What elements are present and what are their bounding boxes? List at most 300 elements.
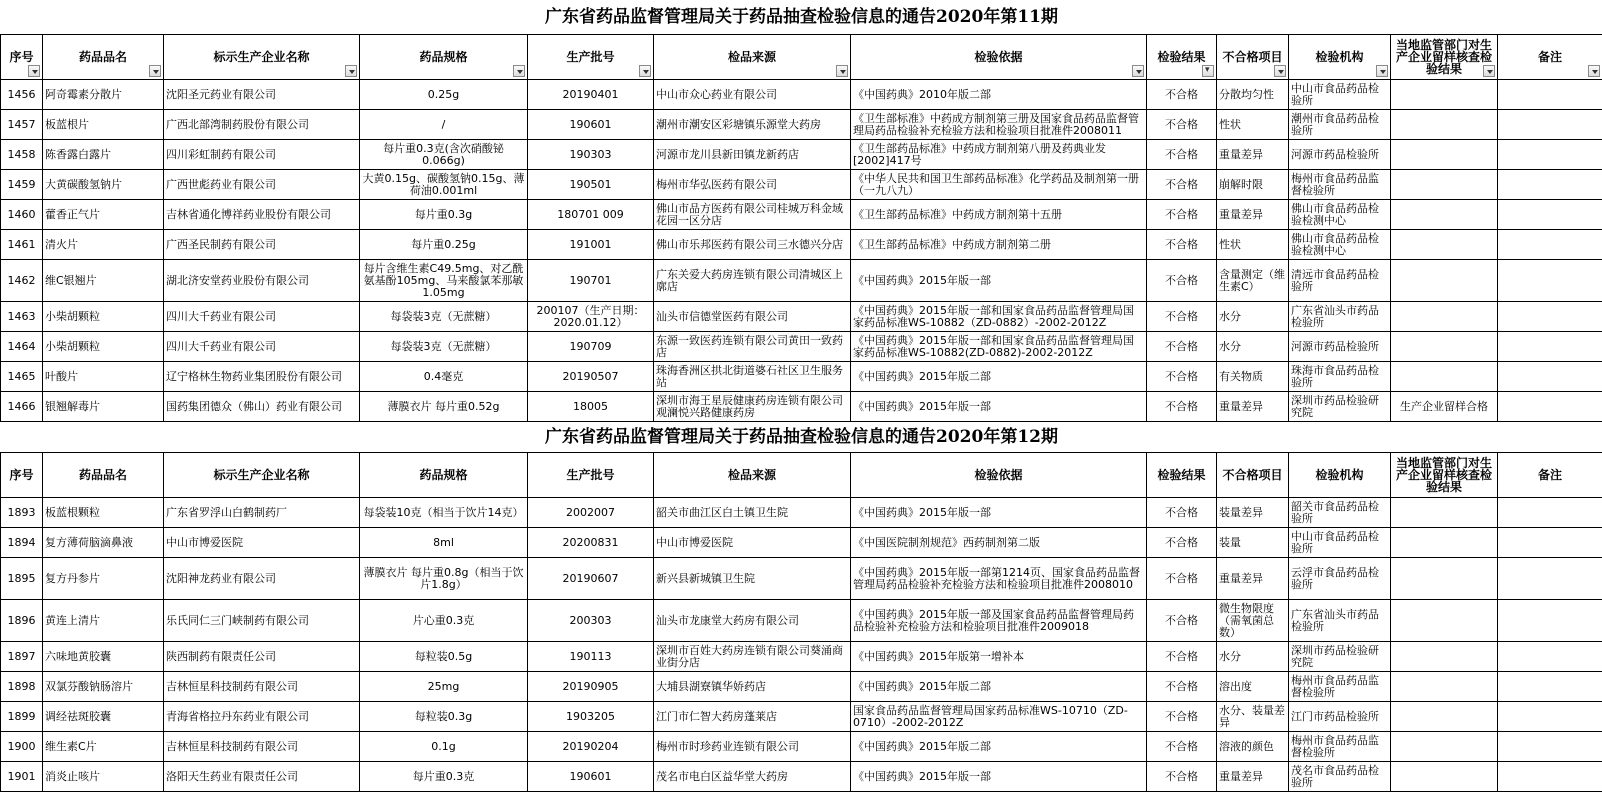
header-label: 药品规格 xyxy=(419,468,468,482)
cell-test-basis[interactable]: 《中华人民共和国卫生部药品标准》化学药品及制剂第一册（一九八九） xyxy=(851,170,1147,200)
cell-drug-name[interactable]: 清火片 xyxy=(43,230,164,260)
cell-seq[interactable]: 1463 xyxy=(1,302,43,332)
cell-sample-source[interactable]: 广东关爱大药房连锁有限公司清城区上廓店 xyxy=(654,260,851,302)
cell-failed-item[interactable]: 崩解时限 xyxy=(1217,170,1289,200)
cell-batch[interactable]: 190701 xyxy=(528,260,654,302)
cell-failed-item[interactable]: 装量差异 xyxy=(1217,498,1289,528)
filter-dropdown-icon[interactable] xyxy=(1588,65,1600,77)
cell-result[interactable]: 不合格 xyxy=(1147,642,1217,672)
cell-test-basis[interactable]: 《卫生部药品标准》中药成方制剂第二册 xyxy=(851,230,1147,260)
filter-dropdown-icon[interactable] xyxy=(639,65,651,77)
cell-test-basis[interactable]: 《中国药典》2015年版一部和国家食品药品监督管理局国家药品标准WS-10882(ZD-0882)-2002-2012Z xyxy=(851,332,1147,362)
filter-dropdown-icon[interactable] xyxy=(1483,65,1495,77)
header-label: 检验机构 xyxy=(1315,468,1364,482)
cell-result[interactable]: 不合格 xyxy=(1147,230,1217,260)
cell-drug-name[interactable]: 复方丹参片 xyxy=(43,558,164,600)
cell-test-basis[interactable]: 《中国药典》2015年版一部 xyxy=(851,762,1147,792)
cell-recheck-result[interactable] xyxy=(1391,642,1498,672)
cell-remark[interactable] xyxy=(1498,260,1602,302)
cell-seq[interactable]: 1901 xyxy=(1,762,43,792)
cell-manufacturer[interactable]: 陕西制药有限责任公司 xyxy=(164,642,360,672)
cell-result[interactable]: 不合格 xyxy=(1147,672,1217,702)
cell-drug-name[interactable]: 阿奇霉素分散片 xyxy=(43,80,164,110)
cell-sample-source[interactable]: 江门市仁智大药房蓬莱店 xyxy=(654,702,851,732)
cell-remark[interactable] xyxy=(1498,528,1602,558)
cell-batch[interactable]: 200107（生产日期：2020.01.12） xyxy=(528,302,654,332)
filter-dropdown-icon[interactable] xyxy=(149,65,161,77)
cell-recheck-result[interactable] xyxy=(1391,702,1498,732)
cell-failed-item[interactable]: 有关物质 xyxy=(1217,362,1289,392)
cell-remark[interactable] xyxy=(1498,302,1602,332)
filter-dropdown-icon[interactable] xyxy=(1274,65,1286,77)
cell-failed-item[interactable]: 水分 xyxy=(1217,332,1289,362)
cell-seq[interactable]: 1459 xyxy=(1,170,43,200)
cell-recheck-result[interactable] xyxy=(1391,672,1498,702)
table-row xyxy=(1,140,1602,170)
cell-drug-name[interactable]: 小柴胡颗粒 xyxy=(43,332,164,362)
table-row xyxy=(1,762,1602,792)
cell-seq[interactable]: 1464 xyxy=(1,332,43,362)
cell-test-agency[interactable]: 中山市食品药品检验所 xyxy=(1289,528,1391,558)
cell-spec[interactable]: 每粒装0.3g xyxy=(360,702,528,732)
filter-dropdown-icon[interactable] xyxy=(836,65,848,77)
header-result xyxy=(1147,35,1217,80)
cell-test-agency[interactable]: 梅州市食品药品监督检验所 xyxy=(1289,672,1391,702)
cell-remark[interactable] xyxy=(1498,110,1602,140)
cell-spec[interactable]: 每片重0.3g xyxy=(360,200,528,230)
filter-dropdown-icon[interactable] xyxy=(28,65,40,77)
cell-batch[interactable]: 2002007 xyxy=(528,498,654,528)
header-label: 生产批号 xyxy=(566,50,615,64)
cell-spec[interactable]: 0.1g xyxy=(360,732,528,762)
cell-sample-source[interactable]: 新兴县新城镇卫生院 xyxy=(654,558,851,600)
cell-test-agency[interactable]: 江门市药品检验所 xyxy=(1289,702,1391,732)
cell-test-agency[interactable]: 广东省汕头市药品检验所 xyxy=(1289,302,1391,332)
cell-result[interactable]: 不合格 xyxy=(1147,332,1217,362)
cell-seq[interactable]: 1898 xyxy=(1,672,43,702)
cell-manufacturer[interactable]: 广东省罗浮山白鹤制药厂 xyxy=(164,498,360,528)
cell-seq[interactable]: 1896 xyxy=(1,600,43,642)
table-row xyxy=(1,642,1602,672)
cell-batch[interactable]: 20200831 xyxy=(528,528,654,558)
cell-seq[interactable]: 1893 xyxy=(1,498,43,528)
cell-batch[interactable]: 20190905 xyxy=(528,672,654,702)
cell-spec[interactable]: 每片重0.3克 xyxy=(360,762,528,792)
cell-spec[interactable]: 片心重0.3克 xyxy=(360,600,528,642)
cell-spec[interactable]: 25mg xyxy=(360,672,528,702)
cell-test-agency[interactable]: 佛山市食品药品检验检测中心 xyxy=(1289,200,1391,230)
cell-batch[interactable]: 191001 xyxy=(528,230,654,260)
cell-failed-item[interactable]: 性状 xyxy=(1217,230,1289,260)
cell-manufacturer[interactable]: 广西北部湾制药股份有限公司 xyxy=(164,110,360,140)
cell-sample-source[interactable]: 汕头市龙康堂大药房有限公司 xyxy=(654,600,851,642)
header-test-basis xyxy=(851,35,1147,80)
cell-manufacturer[interactable]: 四川彩虹制药有限公司 xyxy=(164,140,360,170)
cell-seq[interactable]: 1894 xyxy=(1,528,43,558)
cell-manufacturer[interactable]: 四川大千药业有限公司 xyxy=(164,302,360,332)
cell-remark[interactable] xyxy=(1498,762,1602,792)
header-label: 检验依据 xyxy=(974,468,1023,482)
cell-sample-source[interactable]: 珠海香洲区拱北街道婆石社区卫生服务站 xyxy=(654,362,851,392)
cell-manufacturer[interactable]: 乐氏同仁三门峡制药有限公司 xyxy=(164,600,360,642)
cell-spec[interactable]: 每片含维生素C49.5mg、对乙酰氨基酚105mg、马来酸氯苯那敏1.05mg xyxy=(360,260,528,302)
cell-remark[interactable] xyxy=(1498,732,1602,762)
cell-recheck-result[interactable] xyxy=(1391,528,1498,558)
cell-failed-item[interactable]: 装量 xyxy=(1217,528,1289,558)
table-row xyxy=(1,392,1602,422)
filter-dropdown-icon[interactable] xyxy=(1202,65,1214,77)
cell-drug-name[interactable]: 六味地黄胶囊 xyxy=(43,642,164,672)
cell-failed-item[interactable]: 微生物限度（需氧菌总数） xyxy=(1217,600,1289,642)
cell-sample-source[interactable]: 中山市众心药业有限公司 xyxy=(654,80,851,110)
cell-drug-name[interactable]: 银翘解毒片 xyxy=(43,392,164,422)
cell-batch[interactable]: 20190401 xyxy=(528,80,654,110)
cell-sample-source[interactable]: 茂名市电白区益华堂大药房 xyxy=(654,762,851,792)
cell-spec[interactable]: 0.4毫克 xyxy=(360,362,528,392)
cell-batch[interactable]: 200303 xyxy=(528,600,654,642)
cell-drug-name[interactable]: 复方薄荷脑滴鼻液 xyxy=(43,528,164,558)
notice-title: 广东省药品监督管理局关于药品抽查检验信息的通告2020年第11期 xyxy=(1,0,1602,35)
cell-seq[interactable]: 1457 xyxy=(1,110,43,140)
header-label: 生产批号 xyxy=(566,468,615,482)
cell-sample-source[interactable]: 佛山市品方医药有限公司桂城万科金域花园一区分店 xyxy=(654,200,851,230)
header-label: 检验结果 xyxy=(1157,50,1206,64)
cell-manufacturer[interactable]: 广西世彪药业有限公司 xyxy=(164,170,360,200)
table-row xyxy=(1,200,1602,230)
header-remark xyxy=(1498,453,1602,498)
cell-batch[interactable]: 190303 xyxy=(528,140,654,170)
cell-remark[interactable] xyxy=(1498,170,1602,200)
header-batch xyxy=(528,35,654,80)
cell-recheck-result[interactable] xyxy=(1391,558,1498,600)
table-row xyxy=(1,80,1602,110)
cell-manufacturer[interactable]: 青海省格拉丹东药业有限公司 xyxy=(164,702,360,732)
cell-failed-item[interactable]: 重量差异 xyxy=(1217,558,1289,600)
cell-spec[interactable]: 薄膜衣片 每片重0.52g xyxy=(360,392,528,422)
cell-test-agency[interactable]: 清远市食品药品检验所 xyxy=(1289,260,1391,302)
cell-sample-source[interactable]: 汕头市信德堂医药有限公司 xyxy=(654,302,851,332)
cell-recheck-result[interactable] xyxy=(1391,170,1498,200)
cell-test-basis[interactable]: 《卫生部药品标准》中药成方制剂第八册及药典业发[2002]417号 xyxy=(851,140,1147,170)
cell-result[interactable]: 不合格 xyxy=(1147,762,1217,792)
cell-manufacturer[interactable]: 吉林恒星科技制药有限公司 xyxy=(164,672,360,702)
table-row xyxy=(1,732,1602,762)
header-label: 不合格项目 xyxy=(1222,468,1283,482)
cell-test-basis[interactable]: 《中国药典》2015年版二部 xyxy=(851,362,1147,392)
cell-test-basis[interactable]: 《卫生部药品标准》中药成方制剂第十五册 xyxy=(851,200,1147,230)
cell-remark[interactable] xyxy=(1498,498,1602,528)
cell-test-agency[interactable]: 珠海市食品药品检验所 xyxy=(1289,362,1391,392)
cell-recheck-result[interactable] xyxy=(1391,230,1498,260)
cell-result[interactable]: 不合格 xyxy=(1147,362,1217,392)
cell-test-basis[interactable]: 《中国药典》2010年版二部 xyxy=(851,80,1147,110)
cell-drug-name[interactable]: 大黄碳酸氢钠片 xyxy=(43,170,164,200)
table-row xyxy=(1,260,1602,302)
cell-sample-source[interactable]: 大埔县湖寮镇华娇药店 xyxy=(654,672,851,702)
cell-drug-name[interactable]: 叶酸片 xyxy=(43,362,164,392)
filter-dropdown-icon[interactable] xyxy=(513,65,525,77)
header-seq xyxy=(1,35,43,80)
cell-remark[interactable] xyxy=(1498,600,1602,642)
header-drug-name xyxy=(43,35,164,80)
cell-remark[interactable] xyxy=(1498,362,1602,392)
cell-failed-item[interactable]: 水分 xyxy=(1217,302,1289,332)
cell-test-agency[interactable]: 茂名市食品药品检验所 xyxy=(1289,762,1391,792)
cell-seq[interactable]: 1895 xyxy=(1,558,43,600)
cell-drug-name[interactable]: 黄连上清片 xyxy=(43,600,164,642)
cell-drug-name[interactable]: 维生素C片 xyxy=(43,732,164,762)
cell-batch[interactable]: 190601 xyxy=(528,110,654,140)
cell-test-basis[interactable]: 《中国药典》2015年版一部 xyxy=(851,392,1147,422)
cell-drug-name[interactable]: 调经祛斑胶囊 xyxy=(43,702,164,732)
table-row xyxy=(1,230,1602,260)
cell-failed-item[interactable]: 溶出度 xyxy=(1217,672,1289,702)
cell-seq[interactable]: 1460 xyxy=(1,200,43,230)
cell-manufacturer[interactable]: 四川大千药业有限公司 xyxy=(164,332,360,362)
section1-title-row xyxy=(1,0,1602,35)
cell-batch[interactable]: 20190607 xyxy=(528,558,654,600)
header-failed-item xyxy=(1217,453,1289,498)
cell-recheck-result[interactable] xyxy=(1391,362,1498,392)
cell-seq[interactable]: 1899 xyxy=(1,702,43,732)
cell-manufacturer[interactable]: 沈阳圣元药业有限公司 xyxy=(164,80,360,110)
cell-result[interactable]: 不合格 xyxy=(1147,392,1217,422)
cell-spec[interactable]: 每袋装10克（相当于饮片14克） xyxy=(360,498,528,528)
cell-sample-source[interactable]: 东源一致医药连锁有限公司黄田一致药店 xyxy=(654,332,851,362)
cell-test-agency[interactable]: 深圳市药品检验研究院 xyxy=(1289,392,1391,422)
header-label: 药品品名 xyxy=(78,50,127,64)
cell-test-agency[interactable]: 河源市药品检验所 xyxy=(1289,140,1391,170)
table-row xyxy=(1,170,1602,200)
cell-failed-item[interactable]: 性状 xyxy=(1217,110,1289,140)
table-row xyxy=(1,332,1602,362)
header-manufacturer xyxy=(164,453,360,498)
table-row xyxy=(1,498,1602,528)
filter-dropdown-icon[interactable] xyxy=(1376,65,1388,77)
cell-result[interactable]: 不合格 xyxy=(1147,200,1217,230)
cell-recheck-result[interactable] xyxy=(1391,762,1498,792)
cell-test-agency[interactable]: 河源市药品检验所 xyxy=(1289,332,1391,362)
cell-spec[interactable]: 每片重0.3克(含次硝酸铋0.066g) xyxy=(360,140,528,170)
cell-batch[interactable]: 190501 xyxy=(528,170,654,200)
cell-drug-name[interactable]: 藿香正气片 xyxy=(43,200,164,230)
cell-result[interactable]: 不合格 xyxy=(1147,600,1217,642)
cell-remark[interactable] xyxy=(1498,672,1602,702)
cell-batch[interactable]: 18005 xyxy=(528,392,654,422)
cell-recheck-result[interactable] xyxy=(1391,200,1498,230)
cell-test-agency[interactable]: 中山市食品药品检验所 xyxy=(1289,80,1391,110)
cell-remark[interactable] xyxy=(1498,558,1602,600)
cell-manufacturer[interactable]: 洛阳天生药业有限责任公司 xyxy=(164,762,360,792)
cell-manufacturer[interactable]: 湖北济安堂药业股份有限公司 xyxy=(164,260,360,302)
cell-spec[interactable]: 每粒装0.5g xyxy=(360,642,528,672)
cell-recheck-result[interactable] xyxy=(1391,332,1498,362)
cell-sample-source[interactable]: 深圳市百姓大药房连锁有限公司葵涌商业街分店 xyxy=(654,642,851,672)
cell-seq[interactable]: 1456 xyxy=(1,80,43,110)
cell-manufacturer[interactable]: 中山市博爱医院 xyxy=(164,528,360,558)
cell-failed-item[interactable]: 重量差异 xyxy=(1217,392,1289,422)
cell-drug-name[interactable]: 双氯芬酸钠肠溶片 xyxy=(43,672,164,702)
cell-remark[interactable] xyxy=(1498,230,1602,260)
cell-test-basis[interactable]: 《中国药典》2015年版一部第1214页、国家食品药品监督管理局药品检验补充检验方法和检验项目批准件2008010 xyxy=(851,558,1147,600)
table-row xyxy=(1,302,1602,332)
cell-failed-item[interactable]: 重量差异 xyxy=(1217,762,1289,792)
cell-manufacturer[interactable]: 吉林恒星科技制药有限公司 xyxy=(164,732,360,762)
cell-sample-source[interactable]: 中山市博爱医院 xyxy=(654,528,851,558)
cell-drug-name[interactable]: 陈香露白露片 xyxy=(43,140,164,170)
cell-sample-source[interactable]: 深圳市海王星辰健康药房连锁有限公司观澜悦兴路健康药房 xyxy=(654,392,851,422)
cell-remark[interactable] xyxy=(1498,702,1602,732)
section1-header-row xyxy=(1,35,1602,80)
cell-result[interactable]: 不合格 xyxy=(1147,110,1217,140)
cell-seq[interactable]: 1897 xyxy=(1,642,43,672)
header-label: 当地监管部门对生产企业留样核查检验结果 xyxy=(1395,38,1492,76)
cell-test-basis[interactable]: 《中国药典》2015年版二部 xyxy=(851,732,1147,762)
cell-remark[interactable] xyxy=(1498,332,1602,362)
cell-drug-name[interactable]: 板蓝根片 xyxy=(43,110,164,140)
cell-test-basis[interactable]: 《卫生部标准》中药成方制剂第三册及国家食品药品监督管理局药品检验补充检验方法和检验项目批准件2008011 xyxy=(851,110,1147,140)
table-row xyxy=(1,558,1602,600)
cell-result[interactable]: 不合格 xyxy=(1147,732,1217,762)
notice-title: 广东省药品监督管理局关于药品抽查检验信息的通告2020年第12期 xyxy=(1,422,1602,453)
cell-batch[interactable]: 190113 xyxy=(528,642,654,672)
header-remark xyxy=(1498,35,1602,80)
cell-drug-name[interactable]: 消炎止咳片 xyxy=(43,762,164,792)
section2-header-row xyxy=(1,453,1602,498)
cell-failed-item[interactable]: 溶液的颜色 xyxy=(1217,732,1289,762)
cell-remark[interactable] xyxy=(1498,642,1602,672)
cell-recheck-result[interactable] xyxy=(1391,498,1498,528)
cell-recheck-result[interactable] xyxy=(1391,302,1498,332)
cell-seq[interactable]: 1900 xyxy=(1,732,43,762)
cell-sample-source[interactable]: 佛山市乐邦医药有限公司三水德兴分店 xyxy=(654,230,851,260)
cell-test-basis[interactable]: 国家食品药品监督管理局国家药品标准WS-10710（ZD-0710）-2002-2012Z xyxy=(851,702,1147,732)
cell-recheck-result[interactable] xyxy=(1391,732,1498,762)
cell-recheck-result[interactable] xyxy=(1391,110,1498,140)
cell-result[interactable]: 不合格 xyxy=(1147,260,1217,302)
header-spec xyxy=(360,453,528,498)
header-label: 序号 xyxy=(9,468,34,482)
cell-test-agency[interactable]: 深圳市药品检验研究院 xyxy=(1289,642,1391,672)
cell-drug-name[interactable]: 维C银翘片 xyxy=(43,260,164,302)
cell-result[interactable]: 不合格 xyxy=(1147,80,1217,110)
cell-spec[interactable]: 薄膜衣片 每片重0.8g（相当于饮片1.8g） xyxy=(360,558,528,600)
cell-test-basis[interactable]: 《中国药典》2015年版第一增补本 xyxy=(851,642,1147,672)
cell-batch[interactable]: 190601 xyxy=(528,762,654,792)
cell-spec[interactable]: 大黄0.15g、碳酸氢钠0.15g、薄荷油0.001ml xyxy=(360,170,528,200)
cell-result[interactable]: 不合格 xyxy=(1147,140,1217,170)
cell-test-agency[interactable]: 广东省汕头市药品检验所 xyxy=(1289,600,1391,642)
cell-sample-source[interactable]: 潮州市潮安区彩塘镇乐源堂大药房 xyxy=(654,110,851,140)
cell-result[interactable]: 不合格 xyxy=(1147,498,1217,528)
header-sample-source xyxy=(654,453,851,498)
cell-batch[interactable]: 190709 xyxy=(528,332,654,362)
cell-spec[interactable]: 8ml xyxy=(360,528,528,558)
header-drug-name xyxy=(43,453,164,498)
header-label: 标示生产企业名称 xyxy=(213,468,310,482)
header-label: 检品来源 xyxy=(727,468,776,482)
cell-test-agency[interactable]: 梅州市食品药品监督检验所 xyxy=(1289,732,1391,762)
cell-result[interactable]: 不合格 xyxy=(1147,302,1217,332)
cell-spec[interactable]: 每片重0.25g xyxy=(360,230,528,260)
cell-batch[interactable]: 20190507 xyxy=(528,362,654,392)
header-test-basis xyxy=(851,453,1147,498)
cell-drug-name[interactable]: 板蓝根颗粒 xyxy=(43,498,164,528)
cell-sample-source[interactable]: 梅州市时珍药业连锁有限公司 xyxy=(654,732,851,762)
cell-test-agency[interactable]: 云浮市食品药品检验所 xyxy=(1289,558,1391,600)
cell-test-basis[interactable]: 《中国药典》2015年版一部及国家食品药品监督管理局药品检验补充检验方法和检验项目批准件2009018 xyxy=(851,600,1147,642)
cell-drug-name[interactable]: 小柴胡颗粒 xyxy=(43,302,164,332)
cell-spec[interactable]: / xyxy=(360,110,528,140)
cell-seq[interactable]: 1462 xyxy=(1,260,43,302)
cell-manufacturer[interactable]: 吉林省通化博祥药业股份有限公司 xyxy=(164,200,360,230)
cell-remark[interactable] xyxy=(1498,392,1602,422)
cell-batch[interactable]: 20190204 xyxy=(528,732,654,762)
cell-sample-source[interactable]: 河源市龙川县新田镇龙新药店 xyxy=(654,140,851,170)
cell-failed-item[interactable]: 水分 xyxy=(1217,642,1289,672)
cell-test-agency[interactable]: 韶关市食品药品检验所 xyxy=(1289,498,1391,528)
cell-test-agency[interactable]: 潮州市食品药品检验所 xyxy=(1289,110,1391,140)
cell-failed-item[interactable]: 重量差异 xyxy=(1217,140,1289,170)
cell-test-basis[interactable]: 《中国药典》2015年版一部和国家食品药品监督管理局国家药品标准WS-10882（ZD-0882）-2002-2012Z xyxy=(851,302,1147,332)
cell-remark[interactable] xyxy=(1498,140,1602,170)
cell-sample-source[interactable]: 韶关市曲江区白土镇卫生院 xyxy=(654,498,851,528)
cell-test-agency[interactable]: 佛山市食品药品检验检测中心 xyxy=(1289,230,1391,260)
cell-seq[interactable]: 1458 xyxy=(1,140,43,170)
cell-batch[interactable]: 1903205 xyxy=(528,702,654,732)
header-label: 检验依据 xyxy=(974,50,1023,64)
cell-manufacturer[interactable]: 辽宁格林生物药业集团股份有限公司 xyxy=(164,362,360,392)
cell-recheck-result[interactable] xyxy=(1391,80,1498,110)
cell-failed-item[interactable]: 水分、装量差异 xyxy=(1217,702,1289,732)
header-test-agency xyxy=(1289,453,1391,498)
cell-spec[interactable]: 每袋装3克（无蔗糖） xyxy=(360,302,528,332)
filter-dropdown-icon[interactable] xyxy=(345,65,357,77)
cell-recheck-result[interactable] xyxy=(1391,140,1498,170)
cell-manufacturer[interactable]: 国药集团德众（佛山）药业有限公司 xyxy=(164,392,360,422)
cell-recheck-result[interactable]: 生产企业留样合格 xyxy=(1391,392,1498,422)
cell-result[interactable]: 不合格 xyxy=(1147,170,1217,200)
header-label: 备注 xyxy=(1538,50,1563,64)
cell-failed-item[interactable]: 分散均匀性 xyxy=(1217,80,1289,110)
cell-failed-item[interactable]: 含量测定（维生素C） xyxy=(1217,260,1289,302)
cell-manufacturer[interactable]: 广西圣民制药有限公司 xyxy=(164,230,360,260)
cell-test-basis[interactable]: 《中国药典》2015年版一部 xyxy=(851,260,1147,302)
cell-result[interactable]: 不合格 xyxy=(1147,702,1217,732)
cell-remark[interactable] xyxy=(1498,200,1602,230)
cell-seq[interactable]: 1466 xyxy=(1,392,43,422)
cell-manufacturer[interactable]: 沈阳神龙药业有限公司 xyxy=(164,558,360,600)
cell-spec[interactable]: 每袋装3克（无蔗糖） xyxy=(360,332,528,362)
cell-result[interactable]: 不合格 xyxy=(1147,558,1217,600)
header-seq xyxy=(1,453,43,498)
cell-remark[interactable] xyxy=(1498,80,1602,110)
cell-test-basis[interactable]: 《中国药典》2015年版二部 xyxy=(851,672,1147,702)
cell-batch[interactable]: 180701 009 xyxy=(528,200,654,230)
cell-sample-source[interactable]: 梅州市华弘医药有限公司 xyxy=(654,170,851,200)
cell-test-basis[interactable]: 《中国药典》2015年版一部 xyxy=(851,498,1147,528)
cell-test-basis[interactable]: 《中国医院制剂规范》西药制剂第二版 xyxy=(851,528,1147,558)
cell-seq[interactable]: 1465 xyxy=(1,362,43,392)
cell-recheck-result[interactable] xyxy=(1391,260,1498,302)
cell-failed-item[interactable]: 重量差异 xyxy=(1217,200,1289,230)
cell-result[interactable]: 不合格 xyxy=(1147,528,1217,558)
cell-spec[interactable]: 0.25g xyxy=(360,80,528,110)
cell-recheck-result[interactable] xyxy=(1391,600,1498,642)
cell-seq[interactable]: 1461 xyxy=(1,230,43,260)
cell-test-agency[interactable]: 梅州市食品药品监督检验所 xyxy=(1289,170,1391,200)
filter-dropdown-icon[interactable] xyxy=(1132,65,1144,77)
